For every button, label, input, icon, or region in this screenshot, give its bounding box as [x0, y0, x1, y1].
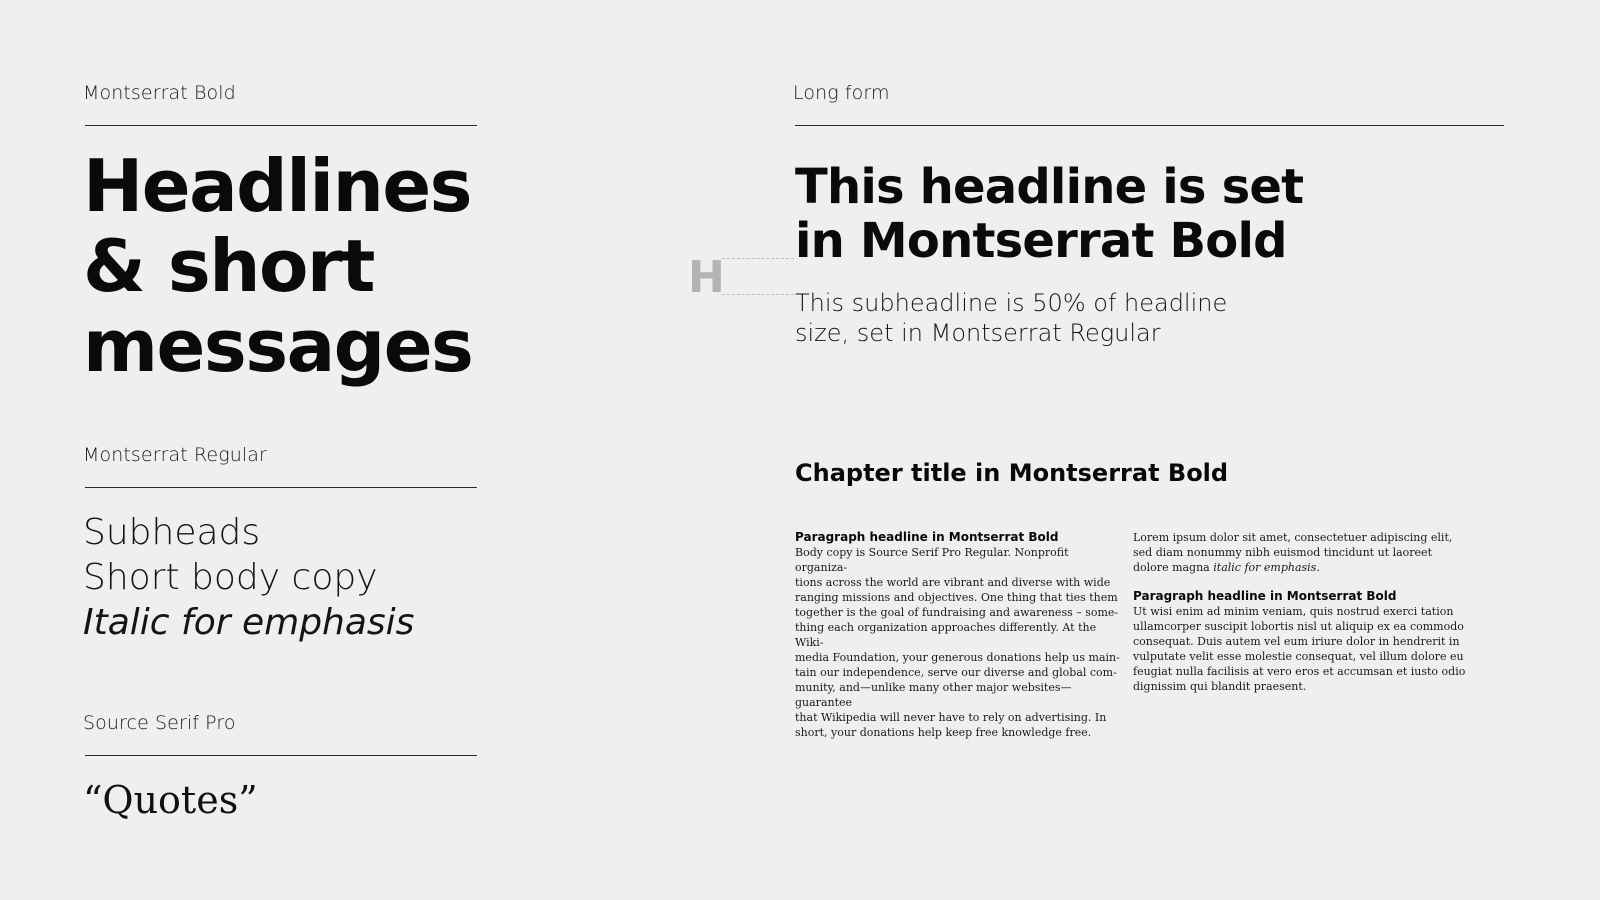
paragraph-headline: Paragraph headline in Montserrat Bold: [1133, 589, 1397, 603]
subhead-sample: Subheads: [83, 512, 261, 553]
body-copy-sample: Short body copy: [83, 557, 378, 598]
divider: [85, 755, 477, 756]
chapter-title: Chapter title in Montserrat Bold: [795, 459, 1229, 487]
body-column-2: [1133, 530, 1473, 694]
headline-line: & short: [83, 224, 374, 308]
section-label-long-form: Long form: [793, 82, 890, 104]
body-line: Body copy is Source Serif Pro Regular. Nonprofit organiza-: [795, 546, 1069, 574]
divider: [795, 125, 1504, 126]
body-line: consequat. Duis autem vel eum iriure dolor in hendrerit in: [1133, 635, 1460, 648]
divider: [85, 125, 477, 126]
headline-line: Headlines: [83, 144, 472, 228]
sample-headline: [83, 146, 472, 386]
body-line: tions across the world are vibrant and diverse with wide: [795, 576, 1111, 589]
paragraph-headline: Paragraph headline in Montserrat Bold: [795, 530, 1059, 544]
body-line: ullamcorper suscipit lobortis nisl ut aliquip ex ea commodo: [1133, 620, 1464, 633]
body-line: thing each organization approaches differently. At the Wiki-: [795, 621, 1097, 649]
body-line: dignissim qui blandit praesent.: [1133, 680, 1307, 693]
font-label-montserrat-bold: Montserrat Bold: [83, 82, 236, 104]
body-line: media Foundation, your generous donations help us main-: [795, 651, 1120, 664]
body-line: short, your donations help keep free knowledge free.: [795, 726, 1092, 739]
body-line: feugiat nulla facilisis at vero eros et accumsan et iusto odio: [1133, 665, 1466, 678]
long-form-headline: [795, 160, 1303, 268]
intro-paragraph: [1133, 530, 1473, 575]
body-line: Ut wisi enim ad minim veniam, quis nostrud exerci tation: [1133, 605, 1454, 618]
headline-line: in Montserrat Bold: [795, 213, 1287, 269]
cap-height-guide-top: [722, 258, 794, 259]
body-line: dolore magna italic for emphasis.: [1133, 561, 1320, 574]
quote-sample: “Quotes”: [83, 778, 258, 822]
cap-height-marker: H: [688, 252, 725, 303]
subheadline-line: size, set in Montserrat Regular: [795, 319, 1161, 347]
body-paragraph: [795, 545, 1120, 740]
body-line: munity, and—unlike many other major websites—guarantee: [795, 681, 1072, 709]
long-form-subheadline: [795, 288, 1227, 348]
body-line: vulputate velit esse molestie consequat, vel illum dolore eu: [1133, 650, 1464, 663]
italic-sample: Italic for emphasis: [83, 602, 415, 643]
divider: [85, 487, 477, 488]
body-column-1: [795, 530, 1120, 740]
body-line: Lorem ipsum dolor sit amet, consectetuer adipiscing elit,: [1133, 531, 1453, 544]
body-line: together is the goal of fundraising and awareness – some-: [795, 606, 1119, 619]
body-line: that Wikipedia will never have to rely on advertising. In: [795, 711, 1107, 724]
body-line: sed diam nonummy nibh euismod tincidunt ut laoreet: [1133, 546, 1432, 559]
font-label-source-serif-pro: Source Serif Pro: [83, 712, 236, 734]
subheadline-line: This subheadline is 50% of headline: [795, 289, 1228, 317]
italic-emphasis: italic for emphasis: [1213, 561, 1317, 574]
font-label-montserrat-regular: Montserrat Regular: [83, 444, 267, 466]
body-paragraph: [1133, 604, 1473, 694]
body-line: tain our independence, serve our diverse and global com-: [795, 666, 1117, 679]
subhead-samples: [83, 510, 414, 645]
body-line: ranging missions and objectives. One thing that ties them: [795, 591, 1118, 604]
headline-line: messages: [83, 304, 473, 388]
headline-line: This headline is set: [795, 159, 1304, 215]
cap-height-guide-bottom: [722, 294, 794, 295]
